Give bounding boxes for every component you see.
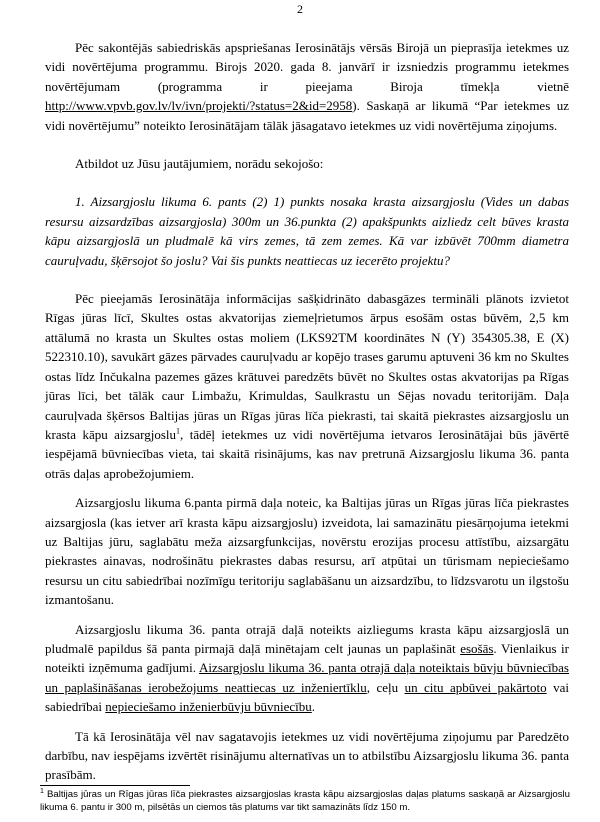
paragraph-conclusion: Tā kā Ierosinātāja vēl nav sagatavojis ietekmes uz vidi novērtējuma ziņojumu par Paredzēto darbību, nav iespējams izvērtēt risinājumu alternatīvas un to atbilstību Aizsargjoslu likuma 36. panta prasībām. [45, 728, 569, 783]
underlined-text: esošās [460, 640, 494, 656]
paragraph-text: . Vienlaikus ir noteikti izņēmuma gadījumi. [45, 640, 569, 676]
paragraph-text: Pēc sakontējās sabiedriskās apspriešanas Ierosinātājs vērsās Birojā un pieprasīja ietekmes uz vidi novērtējuma programmu. Birojs 2020. gada 8. janvārī ir izsniedzis programmu ietekmes novērtējumam (programma ir pieejama Biroja tīmekļa vietnē [45, 40, 569, 94]
paragraph-article-6: Aizsargjoslu likuma 6.panta pirmā daļa noteic, ka Baltijas jūras un Rīgas jūras līča piekrastes aizsargjosla (kas ietver arī krasta kāpu aizsargjoslu) izveidota, lai samazinātu piesārņojuma ietekmi uz Baltijas jūru, saglabātu meža aizsargfunkcijas, novērstu erozijas procesu attīstību, aizsargātu piekrastes ainavas, nodrošinātu piekrastes dabas resursu, arī atpūtai un tūrismam nepieciešamo resursu un citu sabiedrībai nozīmīgu teritoriju saglabāšanu un aizsardzību, to līdzsvarotu un ilgstošu izmantošanu. [45, 495, 569, 608]
question-1: 1. Aizsargjoslu likuma 6. pants (2) 1) punkts nosaka krasta aizsargjoslu (Vides un dabas resursu aizsardzības aizsargjosla) 300m un 36.punkta (2) apakšpunkts aizliedz celt būves krasta kāpu aizsargjoslā un pludmalē kā virs zemes, tā zem zemes. Kā var izbūvēt 700mm diametra cauruļvadu, šķērsojot šo joslu? Vai šis punkts neattiecas uz iecerēto projektu? [45, 194, 569, 268]
paragraph-program [45, 38, 569, 135]
paragraph-article-36 [45, 620, 569, 717]
page-number: 2 [297, 2, 303, 16]
paragraph-terminal-location [45, 289, 569, 483]
paragraph-text: , ceļu [366, 679, 405, 695]
paragraph-intro: Atbildot uz Jūsu jautājumiem, norādu sekojošo: [75, 156, 324, 172]
paragraph-text: Aizsargjoslu likuma 36. panta otrajā daļā noteikts aizliegums krasta kāpu aizsargjoslā un pludmalē papildus šā panta pirmajā daļā minētajam celt jaunas un paplašināt [45, 621, 569, 656]
paragraph-text: vai sabiedrībai [45, 679, 569, 715]
underlined-text: nepieciešamo inženierbūvju būvniecību [105, 699, 312, 715]
paragraph-text: . [311, 699, 316, 715]
footnote-text: Baltijas jūras un Rīgas jūras līča piekrastes aizsargjoslas krasta kāpu aizsargjoslas daļas platums saskaņā ar Aizsargjoslu likuma 6. pantu ir 300 m, pilsētās un ciemos tās platums var tikt samazināts līdz 150 m. [40, 789, 570, 813]
paragraph-text: ). Saskaņā ar likumā “Par ietekmes uz vidi novērtējumu” noteikto Ierosinātājam tālāk jāsagatavo ietekmes uz vidi novērtējuma ziņojums. [45, 98, 569, 133]
underlined-text: un citu apbūvei pakārtoto [404, 679, 547, 695]
paragraph-text: , tādēļ ietekmes uz vidi novērtējuma ietvaros Ierosinātājai būs jāvērtē iespējamā būvniecības vieta, tai skaitā risinājums, kas nav pretrunā Aizsargjoslu likuma 36. panta otrās daļas aprobežojumiem. [45, 426, 569, 481]
letter-body [45, 38, 569, 785]
footnote-divider [40, 785, 190, 786]
footnote-reference: 1 [176, 426, 181, 436]
underlined-text: Aizsargjoslu likuma 36. panta otrajā daļa noteiktais būvju būvniecības un paplašināšanas ierobežojums neattiecas uz inženiertīklu [45, 660, 569, 695]
paragraph-text: Pēc pieejamās Ierosinātāja informācijas sašķidrināto dabasgāzes termināli plānots izvietot Rīgas jūras līcī, Skultes ostas akvatorijas ziemeļrietumos ārpus esošām ostas būvēm, 2,5 km attālumā no krasta un Skultes ostas moliem (LKS92TM koordinātes N (Y) 354305.38, E (X) 522310.10), savukārt gāzes pārvades cauruļvadu ar kopējo trases garumu aptuveni 36 km no Skultes ostas līdz Inčukalna pazemes gāzes krātuvei paredzēts būvēt no Skultes ostas akvatorijas pa Rīgas jūras līci, bet tālāk caur Limbažu, Krimuldas, Saulkrastu un Sējas novadu teritorijām. Daļa cauruļvada šķērsos Baltijas jūras un Rīgas jūras līča piekrasti, tai skaitā piekrastes aizsargjoslu un krasta kāpu aizsargjoslu [45, 291, 569, 442]
footnote [40, 789, 570, 814]
program-link[interactable]: http://www.vpvb.gov.lv/lv/ivn/projekti/?status=2&id=2958 [45, 98, 353, 114]
footnote-mark: 1 [40, 787, 44, 795]
